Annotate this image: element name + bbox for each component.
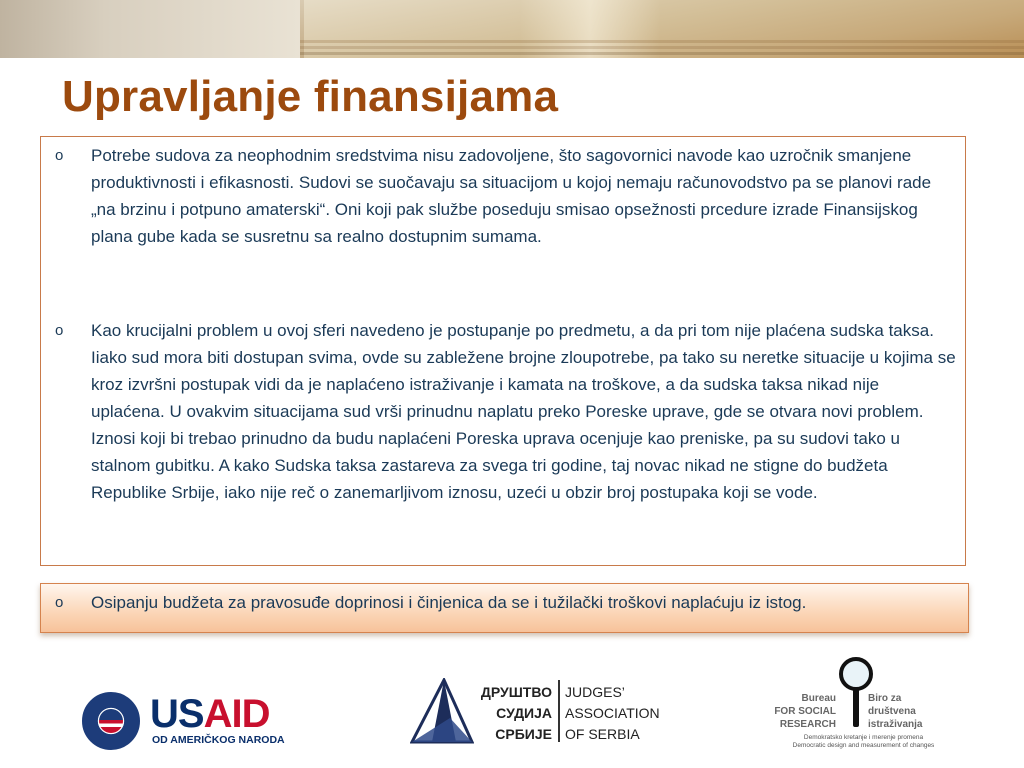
slide-title: Upravljanje finansijama (62, 72, 559, 121)
bullet-marker: o (55, 594, 64, 611)
judges-association-logo (410, 672, 660, 748)
bullet-marker: o (55, 322, 64, 339)
content-box (40, 136, 966, 566)
bureau-line: Biro za (868, 693, 902, 704)
page-edge-line (300, 46, 1024, 49)
judges-cyr-line: СУДИЈА (496, 705, 552, 721)
bureau-line: istraživanja (868, 719, 923, 730)
usaid-logo (82, 690, 297, 750)
bureau-line: FOR SOCIAL (774, 706, 836, 717)
highlight-box (40, 583, 969, 633)
book-page-right (304, 0, 1024, 58)
judges-latin-name (565, 682, 660, 745)
bullet-item (49, 317, 957, 506)
bullet-marker: o (55, 147, 64, 164)
bureau-english-name (770, 692, 836, 731)
bullet-text: Kao krucijalni problem u ovoj sferi navedeno je postupanje po predmetu, a da pri tom nije plaćena sudska taksa. Iiako sud mora biti dostupan svima, ovde su zabležene brojne zloupotrebe, pa tako su neretke situacije u kojima se kroz izvršni postupak vidi da je naplaćeno istraživanje i kamata na troškove, a da sudska taksa nikad nije uplaćena. U ovakvim situacijama sud vrši prinudnu naplatu preko Poreske uprave, gde se otvara novi problem. Iznosi koji bi trebao prinudno da budu naplaćeni Poreska uprava ocenjuje kao preniske, pa su sudovi tako u stalnom gubitku. A kako Sudska taksa zastareva za svega tri godine, taj novac nikad ne stigne do budžeta Republike Srbije, iako nije reč o zanemarljivom iznosu, uzeći u obzir broj postupaka koji se vode. (91, 321, 956, 502)
bureau-tagline-line: Demokratsko kretanje i merenje promena (803, 734, 924, 741)
bureau-line: Bureau (801, 693, 836, 704)
usaid-aid-text: AID (203, 692, 270, 736)
book-page-left (0, 0, 300, 58)
header-banner (0, 0, 1024, 58)
page-edge-line (300, 40, 1024, 43)
judges-lat-line: JUDGES’ (565, 684, 625, 700)
judges-cyr-line: СРБИЈЕ (495, 726, 552, 742)
judges-cyrillic-name (480, 682, 552, 745)
bureau-serbian-name (868, 692, 958, 731)
usaid-seal-icon (82, 692, 140, 750)
bureau-line: RESEARCH (779, 719, 836, 730)
judges-divider (558, 680, 560, 742)
judges-lat-line: OF SERBIA (565, 726, 640, 742)
highlight-text: Osipanju budžeta za pravosuđe doprinosi i činjenica da se i tužilački troškovi naplaćuju iz istog. (91, 593, 807, 612)
bureau-tagline-line: Democratic design and measurement of changes (792, 742, 935, 749)
bureau-tagline (776, 734, 951, 750)
usaid-subtitle: OD AMERIČKOG NARODA (152, 734, 285, 746)
usaid-us-text: US (150, 692, 204, 736)
page-edge-line (300, 52, 1024, 55)
book-fold (520, 0, 660, 58)
bullet-text: Potrebe sudova za neophodnim sredstvima nisu zadovoljene, što sagovornici navode kao uzročnik smanjene produktivnosti i efikasnosti. Sudovi se suočavaju sa situacijom u kojoj nemaju računovodstvo pa se planovi rade „na brzinu i potpuno amaterski“. Oni koji pak službe poseduju smisao opsežnosti prcedure izrade Finansijskog plana gube kada se susretnu sa realno dostupnim sumama. (91, 146, 932, 246)
judges-triangle-icon (410, 678, 474, 744)
judges-lat-line: ASSOCIATION (565, 705, 660, 721)
judges-cyr-line: ДРУШТВО (480, 684, 552, 700)
usaid-wordmark (150, 692, 269, 737)
bureau-logo (770, 656, 950, 754)
bureau-line: društvena (868, 706, 916, 717)
bullet-item (49, 142, 957, 250)
